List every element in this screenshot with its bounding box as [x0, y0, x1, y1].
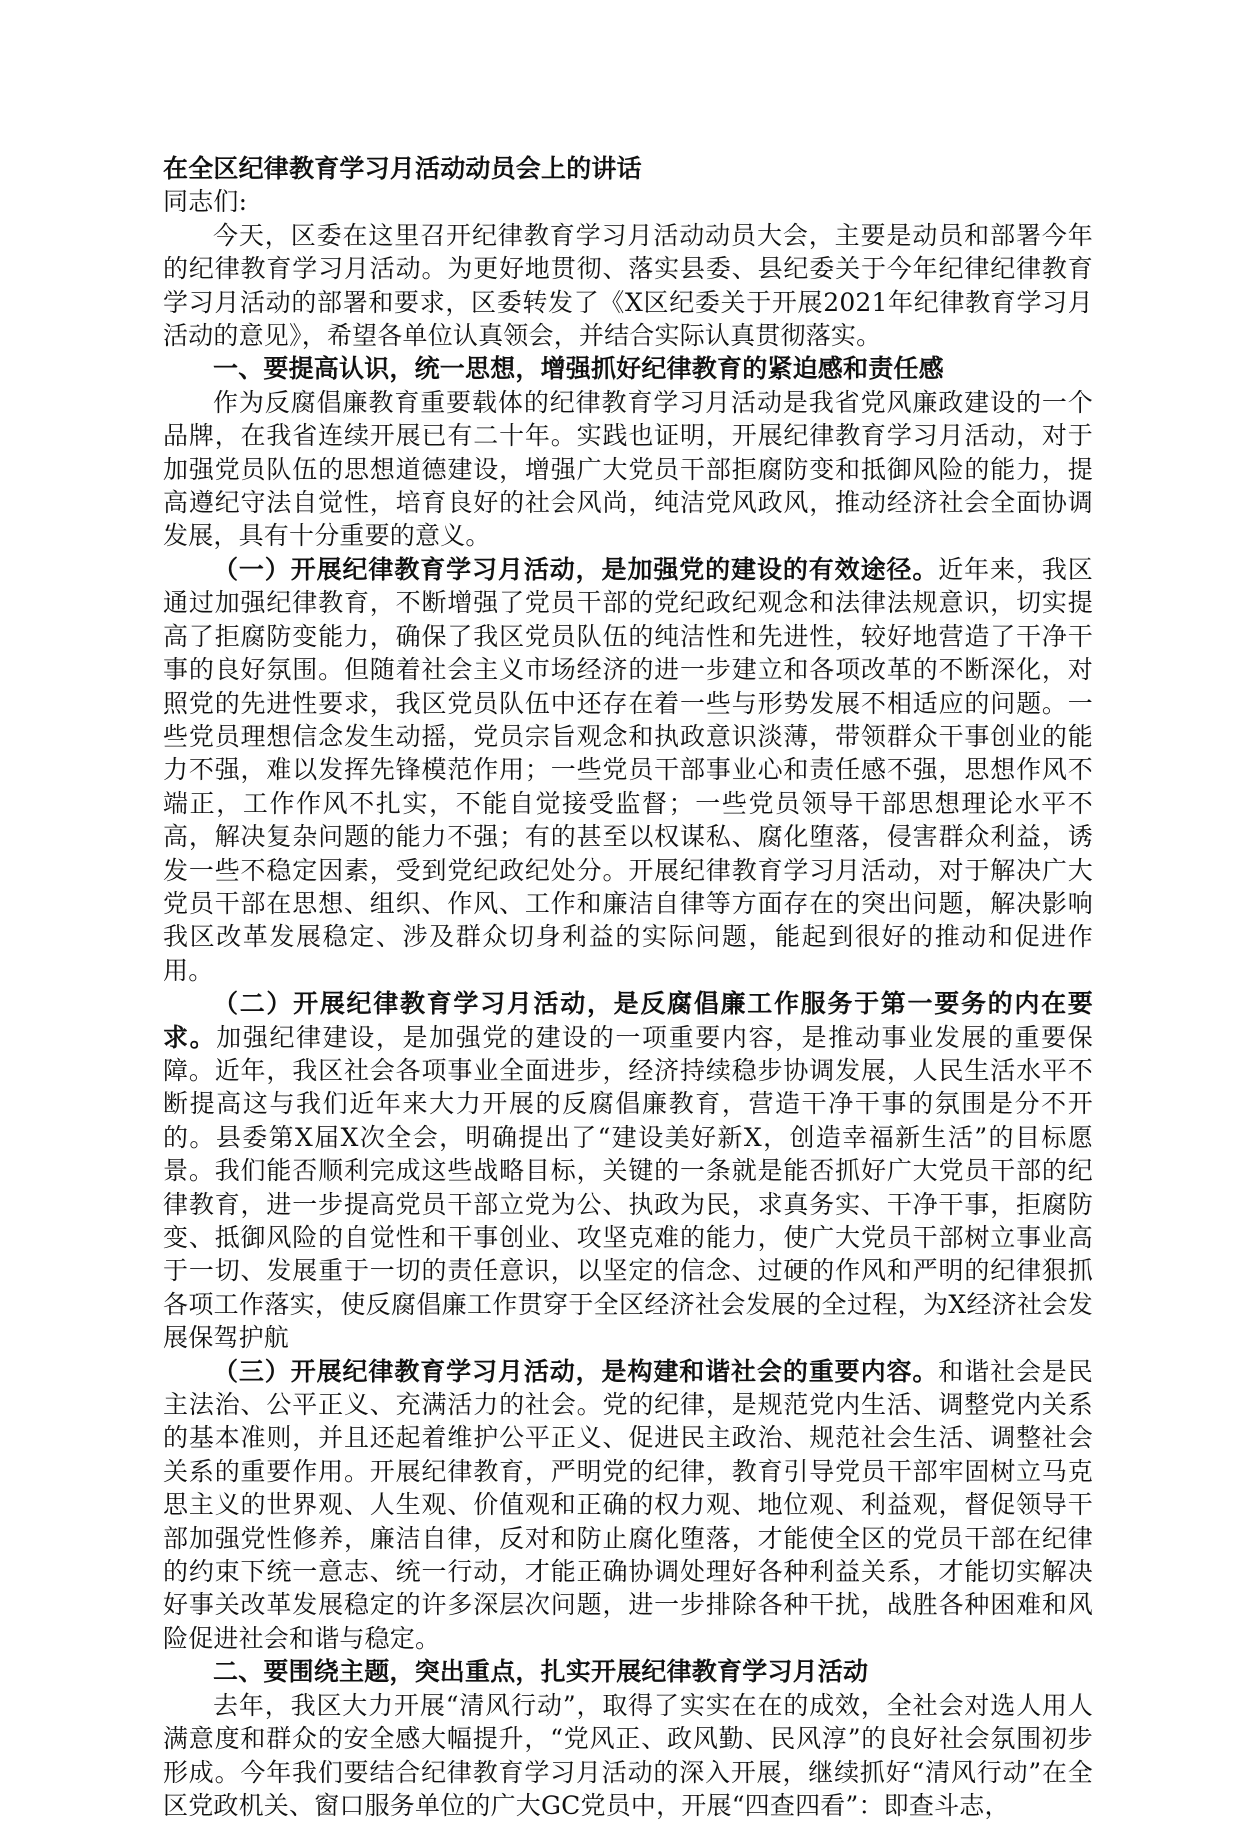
- point-2-paragraph: [163, 987, 1093, 1354]
- section-2-heading: 二、要围绕主题，突出重点，扎实开展纪律教育学习月活动: [213, 1657, 869, 1687]
- document-body: [163, 152, 1093, 1822]
- point-1-paragraph: [163, 553, 1093, 987]
- greeting: 同志们:: [163, 187, 248, 217]
- point-2-lead: （二）开展纪律教育学习月活动，是反腐倡廉工作服务于第一要务的内在要求。: [163, 989, 1093, 1052]
- point-3-body: 和谐社会是民主法治、公平正义、充满活力的社会。党的纪律，是规范党内生活、调整党内关系的基本准则，并且还起着维护公平正义、促进民主政治、规范社会生活、调整社会关系的重要作用。开展纪律教育，严明党的纪律，教育引导党员干部牢固树立马克思主义的世界观、人生观、价值观和正确的权力观、地位观、利益观，督促领导干部加强党性修养，廉洁自律，反对和防止腐化堕落，才能使全区的党员干部在纪律的约束下统一意志、统一行动，才能正确协调处理好各种利益关系，才能切实解决好事关改革发展稳定的许多深层次问题，进一步排除各种干扰，战胜各种困难和风险促进社会和谐与稳定。: [163, 1356, 1093, 1653]
- point-3-paragraph: [163, 1355, 1093, 1656]
- point-3-lead: （三）开展纪律教育学习月活动，是构建和谐社会的重要内容。: [213, 1356, 939, 1386]
- point-1-lead: （一）开展纪律教育学习月活动，是加强党的建设的有效途径。: [213, 554, 939, 584]
- document-title: 在全区纪律教育学习月活动动员会上的讲话: [163, 154, 642, 183]
- section-1-heading: 一、要提高认识，统一思想，增强抓好纪律教育的紧迫感和责任感: [213, 354, 944, 384]
- point-1-body: 近年来，我区通过加强纪律教育，不断增强了党员干部的党纪政纪观念和法律法规意识，切实提高了拒腐防变能力，确保了我区党员队伍的纯洁性和先进性，较好地营造了干净干事的良好氛围。但随着社会主义市场经济的进一步建立和各项改革的不断深化，对照党的先进性要求，我区党员队伍中还存在着一些与形势发展不相适应的问题。一些党员理想信念发生动摇，党员宗旨观念和执政意识淡薄，带领群众干事创业的能力不强，难以发挥先锋模范作用；一些党员干部事业心和责任感不强，思想作风不端正，工作作风不扎实，不能自觉接受监督；一些党员领导干部思想理论水平不高，解决复杂问题的能力不强；有的甚至以权谋私、腐化堕落，侵害群众利益，诱发一些不稳定因素，受到党纪政纪处分。开展纪律教育学习月活动，对于解决广大党员干部在思想、组织、作风、工作和廉洁自律等方面存在的突出问题，解决影响我区改革发展稳定、涉及群众切身利益的实际问题，能起到很好的推动和促进作用。: [163, 554, 1093, 985]
- intro-paragraph: 今天，区委在这里召开纪律教育学习月活动动员大会，主要是动员和部署今年的纪律教育学习月活动。为更好地贯彻、落实县委、县纪委关于今年纪律纪律教育学习月活动的部署和要求，区委转发了《X区纪委关于开展2021年纪律教育学习月活动的意见》，希望各单位认真领会，并结合实际认真贯彻落实。: [163, 220, 1093, 351]
- point-2-body: 加强纪律建设，是加强党的建设的一项重要内容，是推动事业发展的重要保障。近年，我区社会各项事业全面进步，经济持续稳步协调发展，人民生活水平不断提高这与我们近年来大力开展的反腐倡廉教育，营造干净干事的氛围是分不开的。县委第X届X次全会，明确提出了“建设美好新X，创造幸福新生活”的目标愿景。我们能否顺利完成这些战略目标，关键的一条就是能否抓好广大党员干部的纪律教育，进一步提高党员干部立党为公、执政为民，求真务实、干净干事，拒腐防变、抵御风险的自觉性和干事创业、攻坚克难的能力，使广大党员干部树立事业高于一切、发展重于一切的责任意识，以坚定的信念、过硬的作风和严明的纪律狠抓各项工作落实，使反腐倡廉工作贯穿于全区经济社会发展的全过程，为X经济社会发展保驾护航: [163, 1022, 1093, 1353]
- section-1-paragraph: 作为反腐倡廉教育重要载体的纪律教育学习月活动是我省党风廉政建设的一个品牌，在我省连续开展已有二十年。实践也证明，开展纪律教育学习月活动，对于加强党员队伍的思想道德建设，增强广大党员干部拒腐防变和抵御风险的能力，提高遵纪守法自觉性，培育良好的社会风尚，纯洁党风政风，推动经济社会全面协调发展，具有十分重要的意义。: [163, 387, 1093, 551]
- section-2-paragraph: 去年，我区大力开展“清风行动”，取得了实实在在的成效，全社会对选人用人满意度和群众的安全感大幅提升，“党风正、政风勤、民风淳”的良好社会氛围初步形成。今年我们要结合纪律教育学习月活动的深入开展，继续抓好“清风行动”在全区党政机关、窗口服务单位的广大GC党员中，开展“四查四看”：即查斗志，: [163, 1690, 1093, 1820]
